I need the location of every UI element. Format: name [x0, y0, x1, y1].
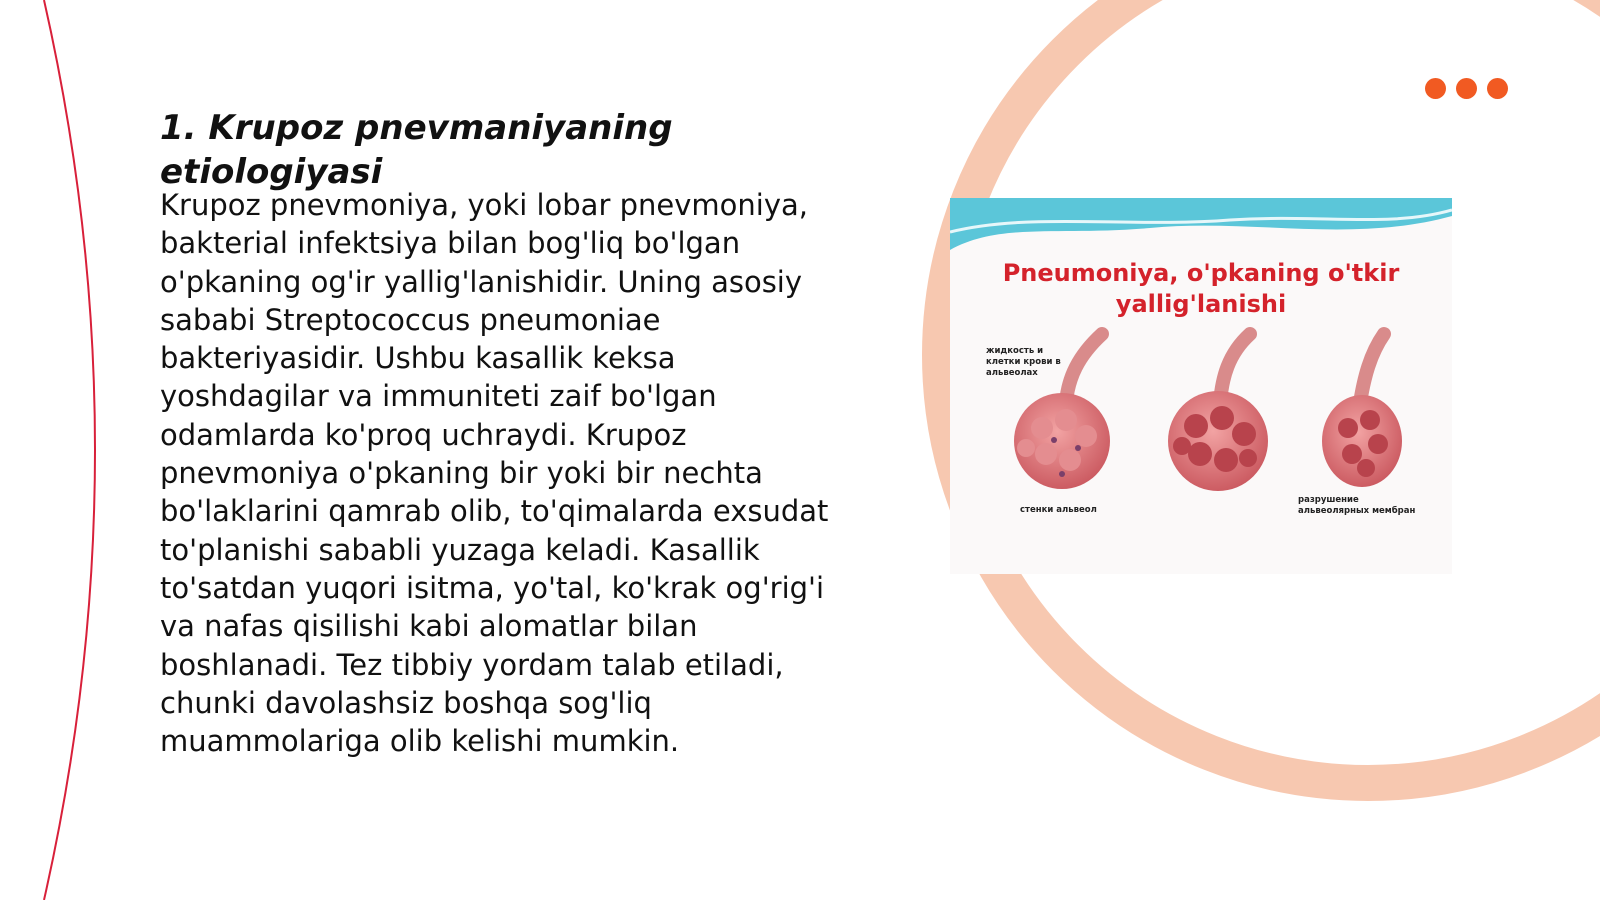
alveoli-cluster-destroyed — [1322, 334, 1402, 487]
label-alveolar-walls: стенки альвеол — [1020, 505, 1097, 515]
left-accent-line — [44, 0, 95, 900]
label-membrane-destruction: разрушение альвеолярных мембран — [1298, 495, 1416, 516]
accent-dot-1 — [1425, 78, 1446, 99]
alveoli-cluster-walls — [1168, 334, 1268, 491]
slide-body-text: Krupoz pnevmoniya, yoki lobar pnevmoniya, bakterial infektsiya bilan bog'liq bo'lgan o'pkaning og'ir yallig'lanishidir. Uning asosiy sababi Streptococcus pneumoniae bakteriyasidir. Ushbu kasallik keksa yoshdagilar va immuniteti zaif bo'lgan odamlarda ko'proq uchraydi. Krupoz pnevmoniya o'pkaning bir yoki bir nechta bo'laklarini qamrab olib, to'qimalarda exsudat to'planishi sababli yuzaga keladi. Kasallik to'satdan yuqori isitma, yo'tal, ko'krak og'rig'i va nafas qisilishi kabi alomatlar bilan boshlanadi. Tez tibbiy yordam talab etiladi, chunki davolashsiz boshqa sog'liq muammolariga olib kelishi mumkin. — [160, 188, 829, 759]
illustration-title — [950, 258, 1452, 320]
label-fluid-in-alveoli: жидкость и клетки крови в альвеолах — [986, 346, 1061, 378]
slide-title: 1. Krupoz pnevmaniyaning etiologiyasi — [160, 108, 673, 192]
accent-dots — [1425, 78, 1508, 99]
pneumonia-illustration — [950, 198, 1452, 574]
illustration-title-line2: yallig'lanishi — [1115, 290, 1287, 318]
accent-dot-2 — [1456, 78, 1477, 99]
illustration-graphic — [950, 198, 1452, 574]
illustration-title-line1: Pneumoniya, o'pkaning o'tkir — [1002, 259, 1400, 287]
accent-dot-3 — [1487, 78, 1508, 99]
wave-banner — [950, 198, 1452, 250]
